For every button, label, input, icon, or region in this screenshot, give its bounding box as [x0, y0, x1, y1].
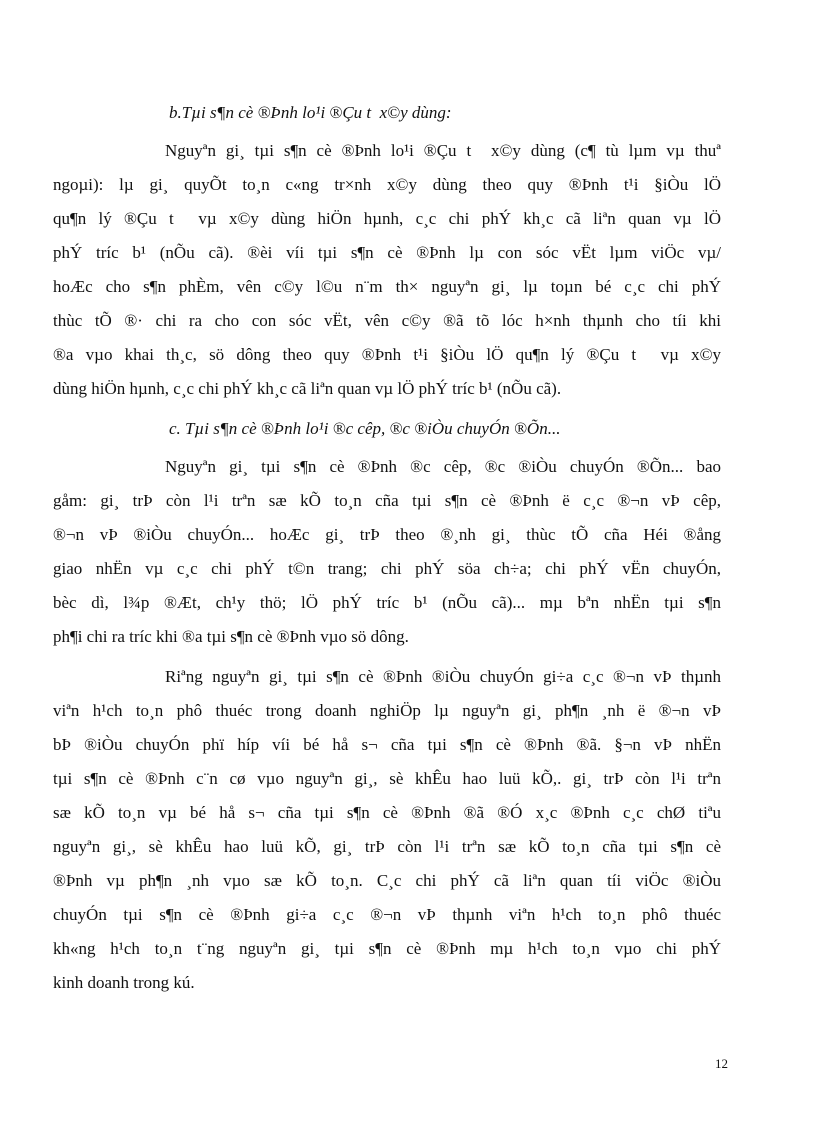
paragraph-line: bÞ ®iÒu chuyÓn phï híp víi bé hå s¬ cña tµi s¶n cè ®Þnh ®ã. §¬n vÞ nhËn [53, 735, 721, 754]
paragraph-line: nguyªn gi¸, sè khÊu hao luü kÕ, gi¸ trÞ còn l¹i trªn sæ kÕ to¸n cña tµi s¶n cè [53, 837, 721, 856]
section-heading-b: b.Tµi s¶n cè ®Þnh lo¹i ®Çu t x©y dùng: [169, 103, 452, 122]
paragraph-line: ngoµi): lµ gi¸ quyÕt to¸n c«ng tr×nh x©y dùng theo quy ®Þnh t¹i §iÒu lÖ [53, 175, 721, 194]
paragraph-line: ®Þnh vµ ph¶n ¸nh vµo sæ kÕ to¸n. C¸c chi phÝ cã liªn quan tíi viÖc ®iÒu [53, 871, 721, 890]
paragraph-line: ®¬n vÞ ®iÒu chuyÓn... hoÆc gi¸ trÞ theo ®¸nh gi¸ thùc tÕ cña Héi ®ång [53, 525, 721, 544]
paragraph-line: phÝ tríc b¹ (nÕu cã). ®èi víi tµi s¶n cè ®Þnh lµ con sóc vËt lµm viÖc vµ/ [53, 243, 721, 262]
paragraph-line: ph¶i chi ra tríc khi ®a tµi s¶n cè ®Þnh vµo sö dông. [53, 627, 409, 646]
paragraph-line: hoÆc cho s¶n phÈm, vên c©y l©u n¨m th× nguyªn gi¸ lµ toµn bé c¸c chi phÝ [53, 277, 721, 296]
paragraph-line: bèc dì, l¾p ®Æt, ch¹y thö; lÖ phÝ tríc b¹ (nÕu cã)... mµ bªn nhËn tµi s¶n [53, 593, 721, 612]
paragraph-line: giao nhËn vµ c¸c chi phÝ t©n trang; chi phÝ söa ch÷a; chi phÝ vËn chuyÓn, [53, 559, 721, 578]
paragraph-line: thùc tÕ ®· chi ra cho con sóc vËt, vên c©y ®ã tõ lóc h×nh thµnh cho tíi khi [53, 311, 721, 330]
paragraph-line: Riªng nguyªn gi¸ tµi s¶n cè ®Þnh ®iÒu chuyÓn gi÷a c¸c ®¬n vÞ thµnh [165, 667, 721, 686]
paragraph-line: sæ kÕ to¸n vµ bé hå s¬ cña tµi s¶n cè ®Þnh ®ã ®Ó x¸c ®Þnh c¸c chØ tiªu [53, 803, 721, 822]
paragraph-d [53, 660, 721, 1000]
paragraph-c [53, 450, 721, 654]
paragraph-line: kinh doanh trong kú. [53, 973, 195, 992]
paragraph-line: kh«ng h¹ch to¸n t¨ng nguyªn gi¸ tµi s¶n cè ®Þnh mµ h¹ch to¸n vµo chi phÝ [53, 939, 721, 958]
section-heading-c: c. Tµi s¶n cè ®Þnh lo¹i ®c cêp, ®c ®iÒu chuyÓn ®Õn... [169, 419, 561, 438]
paragraph-line: tµi s¶n cè ®Þnh c¨n cø vµo nguyªn gi¸, sè khÊu hao luü kÕ,. gi¸ trÞ còn l¹i trªn [53, 769, 721, 788]
paragraph-line: gåm: gi¸ trÞ còn l¹i trªn sæ kÕ to¸n cña tµi s¶n cè ®Þnh ë c¸c ®¬n vÞ cêp, [53, 491, 721, 510]
paragraph-line: dùng hiÖn hµnh, c¸c chi phÝ kh¸c cã liªn quan vµ lÖ phÝ tríc b¹ (nÕu cã). [53, 379, 562, 398]
paragraph-line: viªn h¹ch to¸n phô thuéc trong doanh nghiÖp lµ nguyªn gi¸ ph¶n ¸nh ë ®¬n vÞ [53, 701, 721, 720]
paragraph-line: chuyÓn tµi s¶n cè ®Þnh gi÷a c¸c ®¬n vÞ thµnh viªn h¹ch to¸n phô thuéc [53, 905, 721, 924]
paragraph-line: Nguyªn gi¸ tµi s¶n cè ®Þnh lo¹i ®Çu t x©y dùng (c¶ tù lµm vµ thuª [165, 141, 721, 160]
paragraph-line: qu¶n lý ®Çu t vµ x©y dùng hiÖn hµnh, c¸c chi phÝ kh¸c cã liªn quan vµ lÖ [53, 209, 721, 228]
page-number: 12 [715, 1056, 728, 1071]
page-content [53, 96, 721, 1006]
paragraph-line: Nguyªn gi¸ tµi s¶n cè ®Þnh ®c cêp, ®c ®iÒu chuyÓn ®Õn... bao [165, 457, 721, 476]
paragraph-b [53, 134, 721, 406]
paragraph-line: ®a vµo khai th¸c, sö dông theo quy ®Þnh t¹i §iÒu lÖ qu¶n lý ®Çu t vµ x©y [53, 345, 721, 364]
